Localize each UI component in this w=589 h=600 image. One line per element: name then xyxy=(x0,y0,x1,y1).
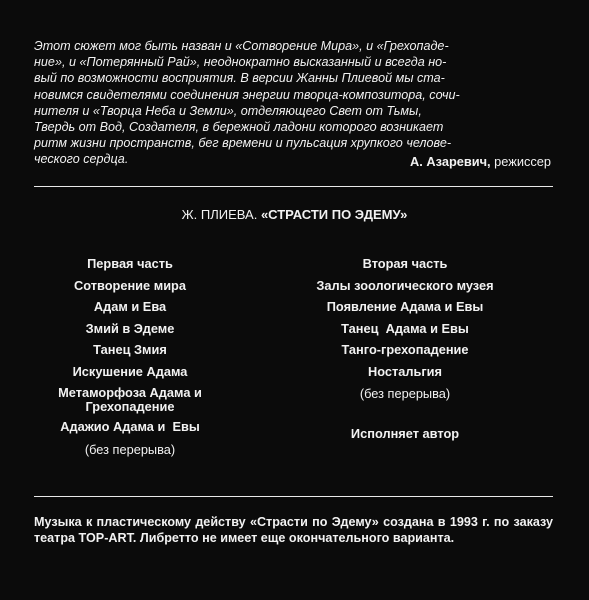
list-item: Танец Змия xyxy=(93,342,167,358)
part-two-note: (без перерыва) xyxy=(359,386,451,402)
part-two-heading: Вторая часть xyxy=(362,256,448,271)
part-two-list xyxy=(290,256,520,442)
list-item: Адам и Ева xyxy=(93,299,167,315)
list-item: Ностальгия xyxy=(367,363,443,379)
list-item: Адажио Адама и Евы xyxy=(60,419,200,435)
intro-line: ние», и «Потерянный Рай», неоднократно высказанный и всегда но- xyxy=(34,55,447,70)
list-item: Сотворение мира xyxy=(74,278,186,293)
intro-line: вый по возможности восприятия. В версии Жанны Плиевой мы ста- xyxy=(34,71,445,86)
performer-credit: Исполняет автор xyxy=(350,426,460,442)
divider-top xyxy=(34,186,553,187)
part-one-list xyxy=(30,256,230,458)
intro-paragraph xyxy=(34,38,553,168)
list-item: Появление Адама и Евы xyxy=(326,299,484,315)
intro-line: Этот сюжет мог быть назван и «Сотворение Мира», и «Грехопаде- xyxy=(34,39,449,53)
intro-line: Твердь от Вод, Создателя, в бережной ладони которого возникает xyxy=(34,120,444,135)
intro-line: новимся свидетелями соединения энергии творца-композитора, сочи- xyxy=(34,87,460,102)
divider-bottom xyxy=(34,496,553,497)
part-one-note: (без перерыва) xyxy=(84,441,176,457)
list-item: Искушение Адама xyxy=(72,363,188,379)
part-one-heading: Первая часть xyxy=(87,256,173,271)
intro-line: ческого сердца. xyxy=(34,152,129,167)
list-item: Танец Адама и Евы xyxy=(341,320,469,336)
list-item: Метаморфоза Адама и Грехопадение xyxy=(58,385,202,414)
list-item: Залы зоологического музея xyxy=(316,278,494,293)
intro-signature xyxy=(410,154,551,170)
list-item: Танго-грехопадение xyxy=(341,342,469,358)
footer-note: Музыка к пластическому действу «Страсти по Эдему» создана в 1993 г. по заказу театра TOP-ART. Либретто не имеет еще окончательного варианта. xyxy=(34,515,553,545)
list-item: Змий в Эдеме xyxy=(85,320,175,336)
composer-name: Ж. ПЛИЕВА. xyxy=(181,207,261,222)
intro-line: нителя и «Творца Неба и Земли», отделяющего Свет от Тьмы, xyxy=(34,103,422,118)
intro-line: ритм жизни пространств, бег времени и пульсация хрупкого челове- xyxy=(34,136,452,151)
work-title xyxy=(0,207,589,223)
work-name: «СТРАСТИ ПО ЭДЕМУ» xyxy=(260,207,408,222)
author-role: режиссер xyxy=(490,154,551,169)
author-name: А. Азаревич, xyxy=(410,154,491,169)
